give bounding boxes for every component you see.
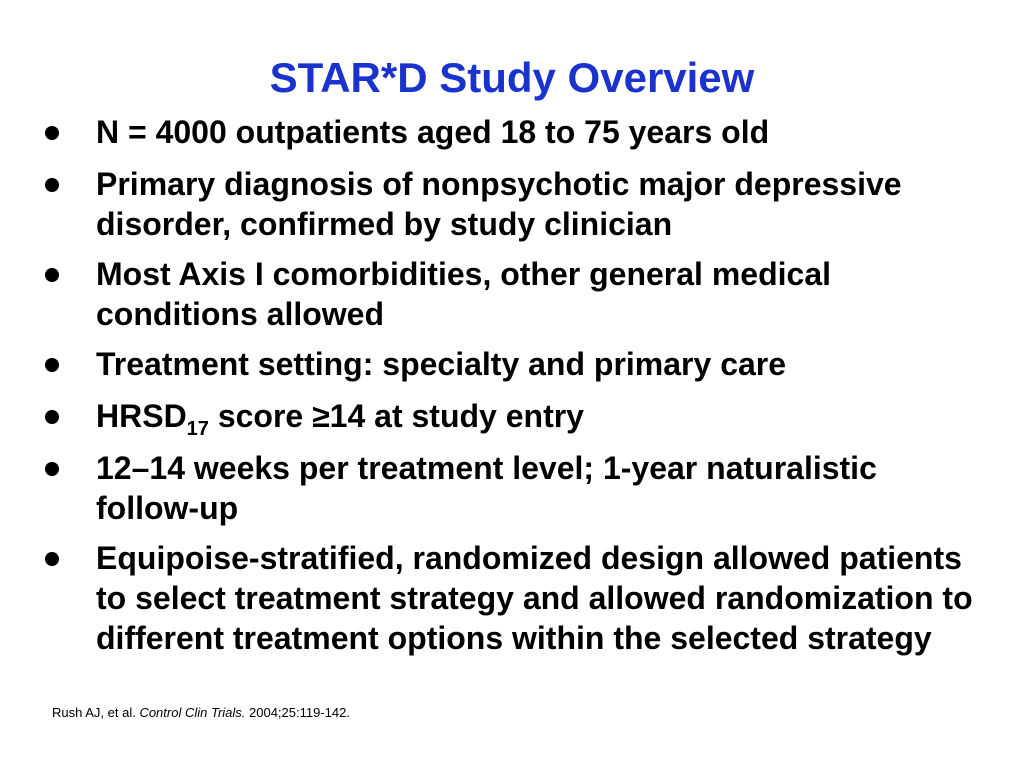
bullet-text: Most Axis I comorbidities, other general medical conditions allowed bbox=[96, 256, 831, 332]
bullet-dot-icon bbox=[45, 358, 59, 372]
bullet-dot-icon bbox=[45, 462, 59, 476]
bullet-text: Primary diagnosis of nonpsychotic major depressive disorder, confirmed by study clinician bbox=[96, 166, 902, 242]
hrsd-subscript: 17 bbox=[186, 418, 209, 440]
bullet-dot-icon bbox=[45, 410, 59, 424]
bullet-text: Treatment setting: specialty and primary care bbox=[96, 346, 787, 382]
bullet-item bbox=[40, 112, 980, 152]
citation-details: 2004;25:119-142. bbox=[245, 705, 350, 720]
bullet-dot-icon bbox=[45, 268, 59, 282]
bullet-text: 12–14 weeks per treatment level; 1-year naturalistic follow-up bbox=[96, 450, 877, 526]
bullet-dot-icon bbox=[45, 178, 59, 192]
hrsd-score-text: score ≥14 at study entry bbox=[208, 398, 584, 434]
bullet-item bbox=[40, 164, 980, 244]
bullet-item bbox=[40, 254, 980, 334]
bullet-item bbox=[40, 344, 980, 384]
citation-journal: Control Clin Trials. bbox=[139, 705, 246, 720]
bullet-text-hrsd bbox=[96, 396, 980, 440]
bullet-item bbox=[40, 538, 980, 658]
bullet-dot-icon bbox=[45, 552, 59, 566]
slide-title: STAR*D Study Overview bbox=[269, 54, 755, 101]
bullet-item bbox=[40, 396, 980, 440]
citation-authors: Rush AJ, et al. bbox=[52, 705, 140, 720]
bullet-text: N = 4000 outpatients aged 18 to 75 years old bbox=[96, 114, 770, 150]
citation bbox=[52, 705, 350, 721]
bullet-item bbox=[40, 448, 980, 528]
hrsd-label: HRSD bbox=[96, 398, 187, 434]
bullet-dot-icon bbox=[45, 126, 59, 140]
bullet-text: Equipoise-stratified, randomized design allowed patients to select treatment strategy and allowed randomization to different treatment options within the selected strategy bbox=[96, 540, 973, 656]
